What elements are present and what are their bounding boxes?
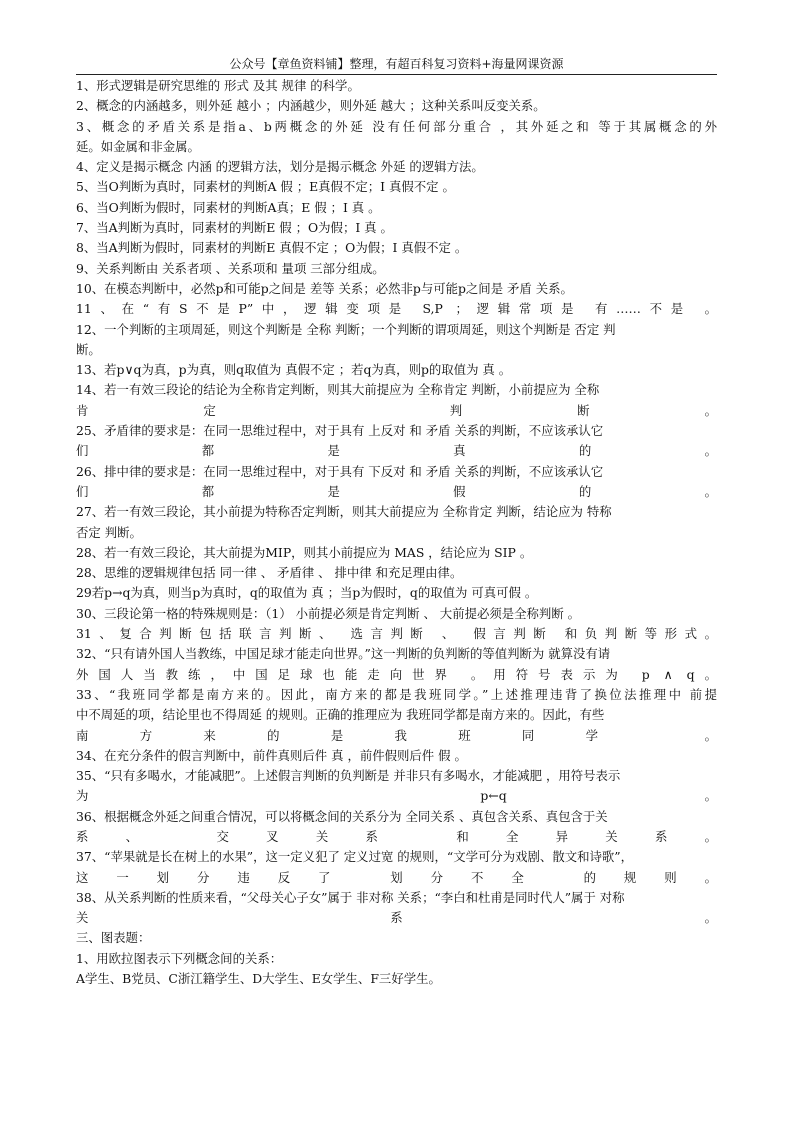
text-line: 10、在模态判断中，必然p和可能p之间是 差等 关系；必然非p与可能p之间是 矛盾 关系。 [76,280,573,296]
text-line: 38、从关系判断的性质来看，“父母关心子女”属于 非对称 关系；“李白和杜甫是同时代人”属于 对称 [76,889,625,905]
text-line: 26、排中律的要求是：在同一思维过程中，对于具有 下反对 和 矛盾 关系的判断，不应该承认它 [76,463,604,479]
text-line: 1、用欧拉图表示下列概念间的关系： [76,950,283,966]
text-line: 30、三段论第一格的特殊规则是：（1） 小前提必须是肯定判断 、 大前提必须是全称判断 。 [76,605,581,621]
text-line: 36、根据概念外延之间重合情况，可以将概念间的关系分为 全同关系 、真包含关系、真包含于关 [76,808,608,824]
text-line: 28、若一有效三段论，其大前提为MIP，则其小前提应为 MAS ，结论应为 SIP 。 [76,544,533,560]
text-line: 33、“我班同学都是南方来的。因此，南方来的都是我班同学。”上述推理违背了换位法推理中 前提 [76,686,717,702]
text-line: 断。 [76,341,101,357]
text-line: 外国人当教练，中国足球也能走向世界 。用符号表示为 p ∧ q。 [76,666,717,682]
text-line: 29若p→q为真，则当p为真时，q的取值为 真 ；当p为假时，q的取值为 可真可假 。 [76,585,538,601]
text-line: 27、若一有效三段论，其小前提为特称否定判断，则其大前提应为 全称肯定 判断，结论应为 特称 [76,504,612,520]
text-line: 5、当O判断为真时，同素材的判断A 假 ；E真假不定；I 真假不定 。 [76,179,455,195]
text-line: 28、思维的逻辑规律包括 同一律 、 矛盾律 、 排中律 和充足理由律。 [76,565,463,581]
text-line: 为 p←q 。 [76,788,717,804]
text-line: 12、一个判断的主项周延，则这个判断是 全称 判断；一个判断的谓项周延，则这个判断是 否定 判 [76,321,616,337]
text-line: 8、当A判断为假时，同素材的判断E 真假不定 ；O为假；I 真假不定 。 [76,240,468,256]
text-line: 三、图表题： [76,930,151,946]
text-line: 2、概念的内涵越多，则外延 越小 ；内涵越少，则外延 越大 ；这种关系叫反变关系。 [76,98,546,114]
text-line: 南方来的是我班同学 。 [76,727,717,743]
text-line: 14、若一有效三段论的结论为全称肯定判断，则其大前提应为 全称肯定 判断，小前提应为 全称 [76,382,600,398]
text-line: 13、若p∨q为真，p为真，则q取值为 真假不定 ；若q为真，则p的取值为 真 。 [76,362,512,378]
text-line: 7、当A判断为真时，同素材的判断E 假 ；O为假；I 真 。 [76,220,393,236]
text-line: 9、关系判断由 关系者项 、关系项和 量项 三部分组成。 [76,260,385,276]
text-line: 34、在充分条件的假言判断中，前件真则后件 真 ，前件假则后件 假 。 [76,747,467,763]
page-header: 公众号【章鱼资料铺】整理，有超百科复习资料+海量网课资源 [76,55,717,75]
text-line: 35、“只有多喝水，才能减肥”。上述假言判断的负判断是 并非只有多喝水，才能减肥 ，用符号表示 [76,768,621,784]
text-line: 31、复合判断包括联言判断、 选言判断 、 假言判断 和负判断等形式。 [76,626,717,642]
text-line: 关系。 [76,910,717,926]
text-line: 11、在“有S不是P”中，逻辑变项是 S,P ；逻辑常项是 有……不是 。 [76,301,717,317]
text-line: 37、“苹果就是长在树上的水果”，这一定义犯了 定义过宽 的规则，“文学可分为戏剧、散文和诗歌”， [76,849,633,865]
text-line: 系、 交叉关系 和全异关系。 [76,828,717,844]
text-line: 1、形式逻辑是研究思维的 形式 及其 规律 的科学。 [76,78,360,93]
text-line: 们都是假的。 [76,483,717,499]
document-body [76,76,717,989]
text-line: A学生、B党员、C浙江籍学生、D大学生、E女学生、F三好学生。 [76,971,441,987]
text-line: 延。如金属和非金属。 [76,138,200,154]
text-line: 6、当O判断为假时，同素材的判断A真；E 假 ；I 真 。 [76,199,381,215]
text-line: 中不周延的项，结论里也不得周延 的规则。正确的推理应为 我班同学都是南方来的。因此，有些 [76,707,605,723]
text-line: 3、概念的矛盾关系是指a、b两概念的外延 没有任何部分重合 ，其外延之和 等于其属概念的外 [76,118,717,134]
text-line: 这一划分违反了 划分不全 的规则。 [76,869,717,885]
text-line: 25、矛盾律的要求是：在同一思维过程中，对于具有 上反对 和 矛盾 关系的判断，不应该承认它 [76,423,604,439]
text-line: 否定 判断。 [76,524,142,540]
text-line: 4、定义是揭示概念 内涵 的逻辑方法，划分是揭示概念 外延 的逻辑方法。 [76,159,484,175]
text-line: 肯定 判断。 [76,402,717,418]
text-line: 们都是真的。 [76,443,717,459]
text-line: 32、“只有请外国人当教练，中国足球才能走向世界。”这一判断的负判断的等值判断为 就算没有请 [76,646,611,662]
